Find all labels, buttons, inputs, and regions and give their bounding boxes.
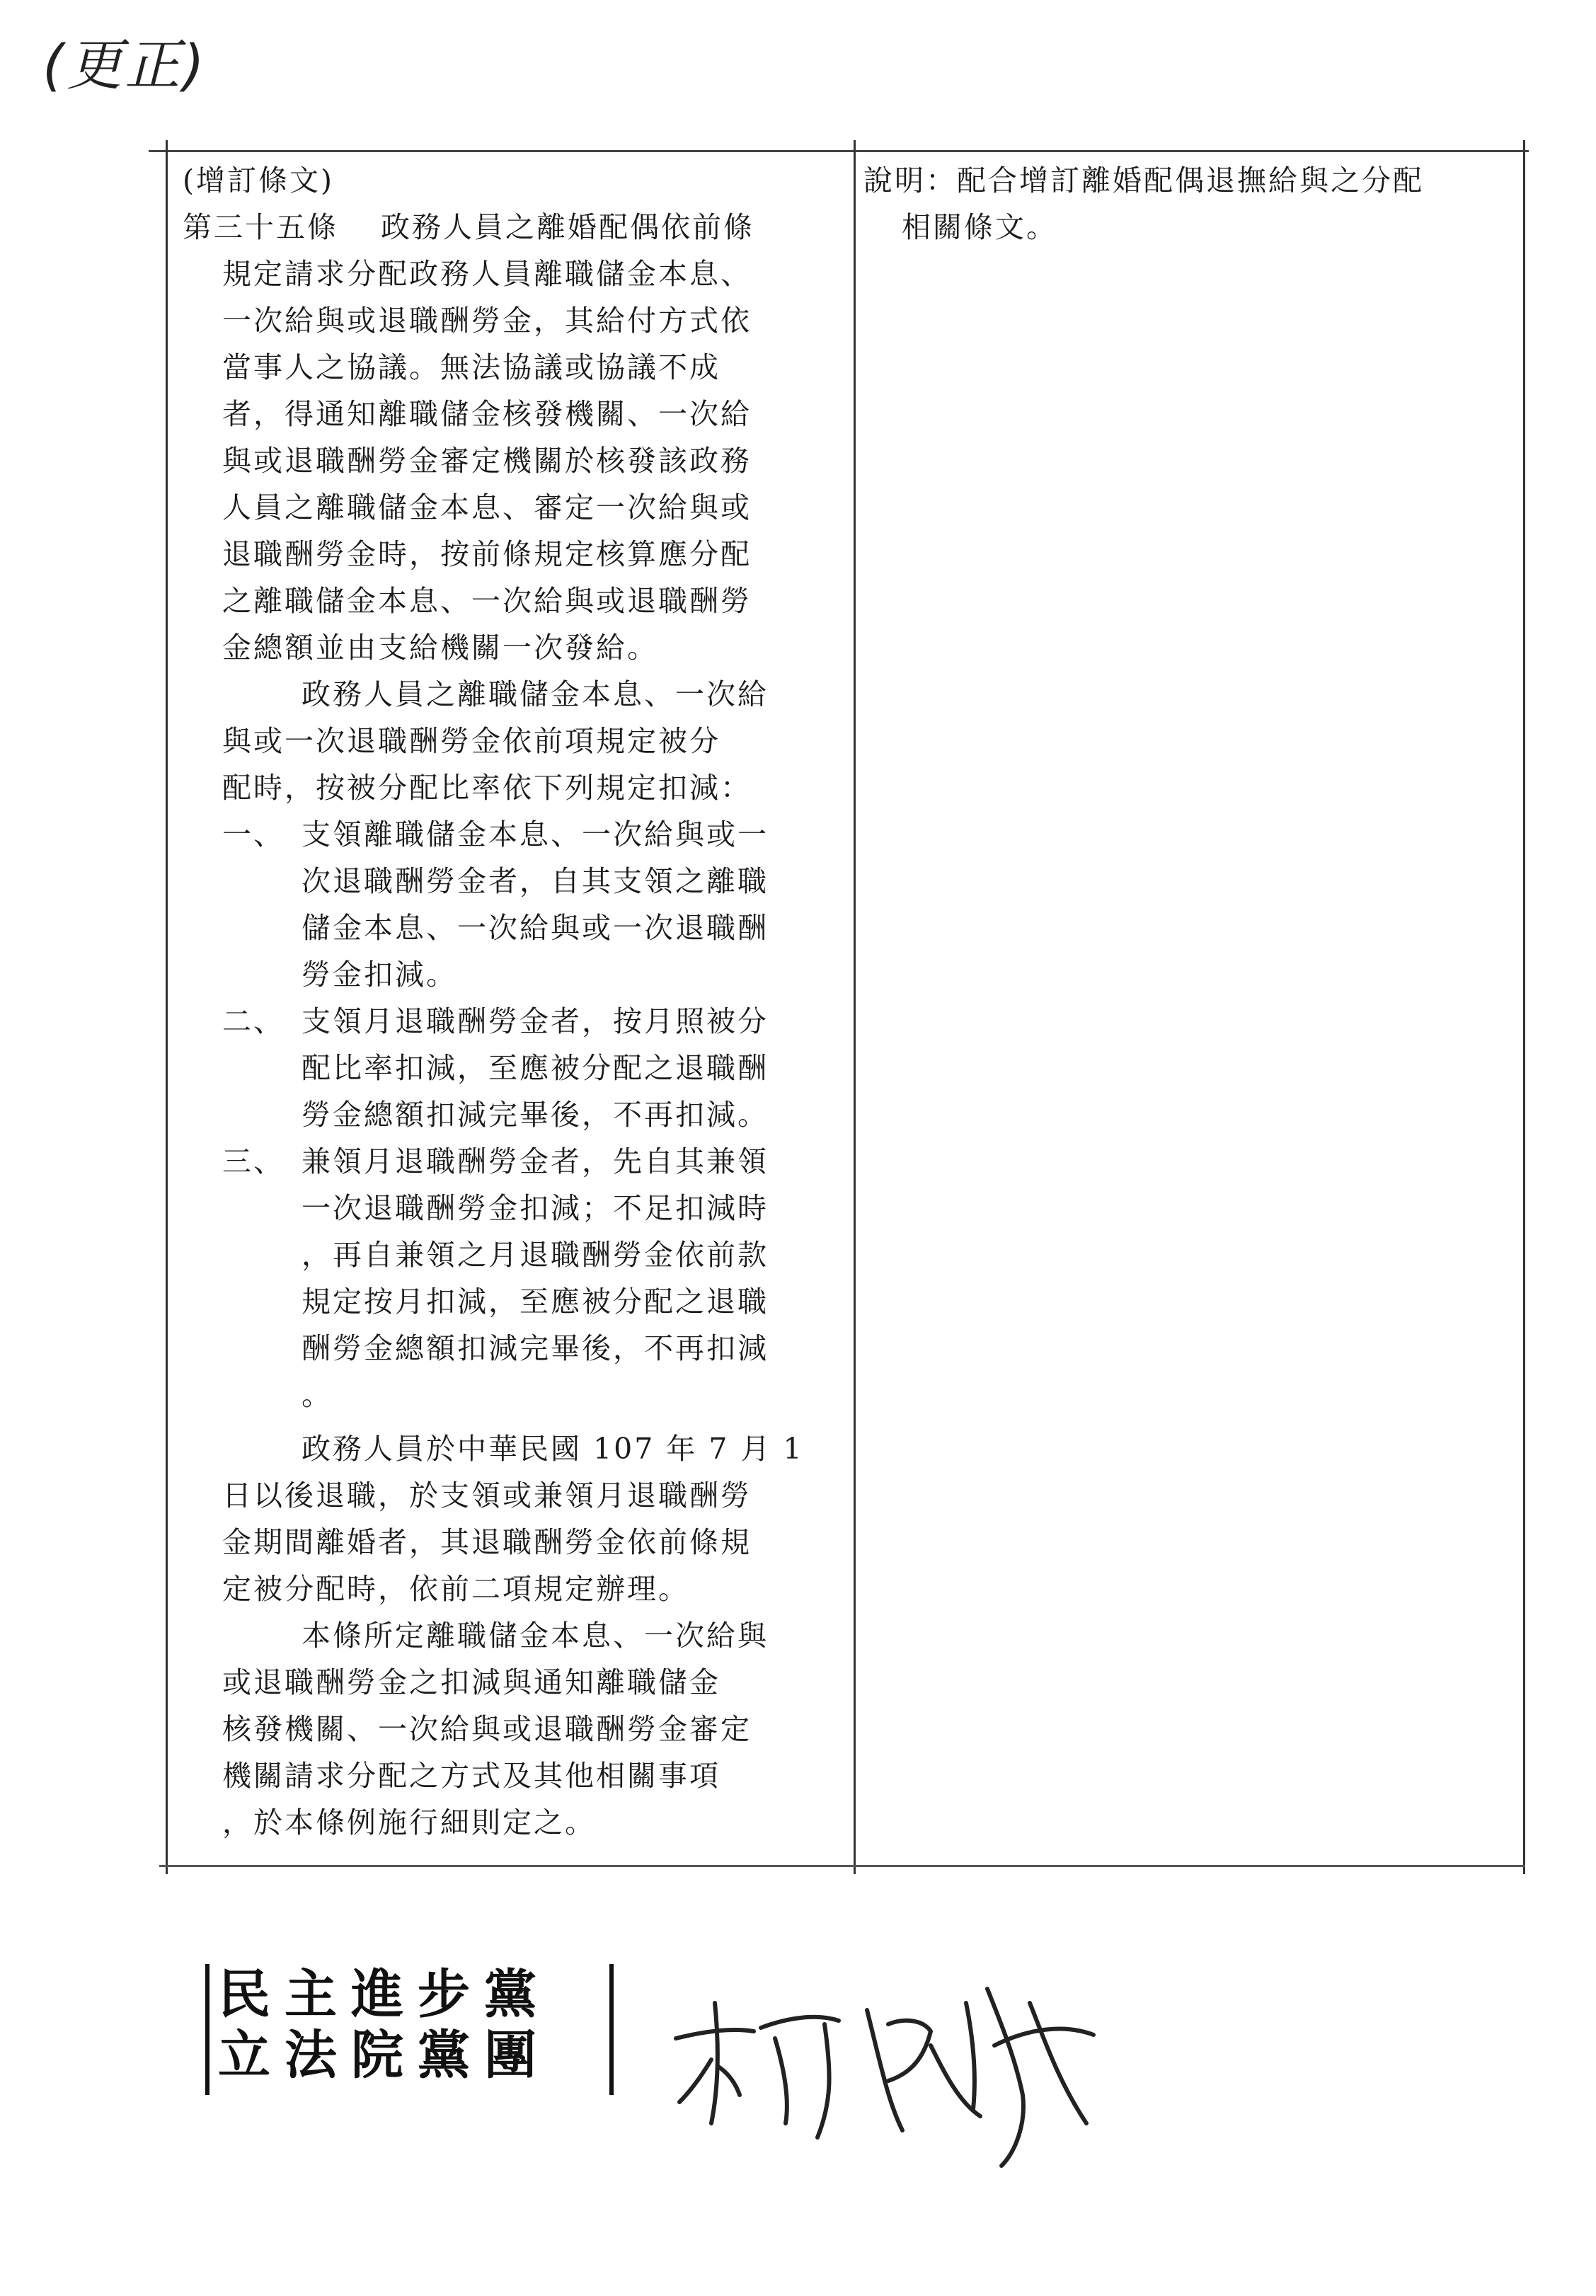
handwritten-signature [662, 1961, 1115, 2173]
item-line: 儲金本息、一次給與或一次退職酬 [302, 911, 769, 945]
paragraph-line: 政務人員於中華民國 107 年 7 月 1 [302, 1432, 804, 1466]
explanation-line: 說明：配合增訂離婚配偶退撫給與之分配 [863, 163, 1424, 197]
paragraph-line: 配時，按被分配比率依下列規定扣減： [222, 771, 752, 805]
paragraph-line: 核發機關、一次給與或退職酬勞金審定 [222, 1712, 752, 1746]
paragraph-line: 政務人員之離職儲金本息、一次給 [302, 677, 769, 711]
table-top-border [149, 150, 1529, 152]
article-line: 金總額並由支給機關一次發給。 [222, 631, 658, 665]
article-line: 人員之離職儲金本息、審定一次給與或 [222, 490, 752, 524]
item-line: 勞金扣減。 [302, 958, 457, 992]
item-line: ，再自兼領之月退職酬勞金依前款 [302, 1238, 769, 1272]
article-line: 退職酬勞金時，按前條規定核算應分配 [222, 537, 752, 571]
list-item: 一、 支領離職儲金本息、一次給與或一 [183, 811, 841, 858]
stamp-line: 立法院黨團 [218, 2025, 551, 2086]
item-number: 一、 [222, 817, 285, 851]
item-line: 次退職酬勞金者，自其支領之離職 [302, 864, 769, 898]
explanation-column [863, 157, 1515, 251]
item-number: 三、 [222, 1144, 285, 1178]
item-line: 規定按月扣減，至應被分配之退職 [302, 1285, 769, 1319]
article-line: 當事人之協議。無法協議或協議不成 [222, 350, 721, 384]
item-line: 酬勞金總額扣減完畢後，不再扣減 [302, 1331, 769, 1365]
table-column-divider [854, 140, 856, 1874]
item-line: 配比率扣減，至應被分配之退職酬 [302, 1051, 769, 1085]
table-right-border [1523, 140, 1525, 1874]
amended-article-column [183, 157, 841, 1846]
stamp-border [609, 1964, 614, 2095]
item-line: 一次退職酬勞金扣減；不足扣減時 [302, 1191, 769, 1225]
paragraph-line: 金期間離婚者，其退職酬勞金依前條規 [222, 1525, 752, 1559]
paragraph-line: 日以後退職，於支領或兼領月退職酬勞 [222, 1479, 752, 1513]
list-item: 三、 兼領月退職酬勞金者，先自其兼領 [183, 1138, 841, 1185]
item-line: 。 [302, 1378, 333, 1412]
paragraph-line: 本條所定離職儲金本息、一次給與 [302, 1619, 769, 1653]
paragraph-line: ，於本條例施行細則定之。 [222, 1806, 596, 1839]
item-line: 勞金總額扣減完畢後，不再扣減。 [302, 1098, 769, 1132]
paragraph-line: 定被分配時，依前二項規定辦理。 [222, 1572, 689, 1606]
handwritten-correction-note: (更正) [42, 34, 207, 98]
article-line: 與或退職酬勞金審定機關於核發該政務 [222, 444, 752, 478]
article-line: 者，得通知離職儲金核發機關、一次給 [222, 397, 752, 431]
article-line: 規定請求分配政務人員離職儲金本息、 [222, 257, 752, 291]
table-left-border [166, 140, 168, 1874]
item-number: 二、 [222, 1004, 285, 1038]
table-bottom-border [159, 1865, 1525, 1867]
paragraph-line: 機關請求分配之方式及其他相關事項 [222, 1759, 721, 1793]
article-line: 之離職儲金本息、一次給與或退職酬勞 [222, 584, 752, 618]
article-title: 第三十五條 [183, 210, 338, 244]
stamp-line: 民主進步黨 [218, 1964, 551, 2025]
party-caucus-stamp [205, 1964, 611, 2095]
paragraph-line: 或退職酬勞金之扣減與通知離職儲金 [222, 1665, 721, 1699]
column-header: (增訂條文) [183, 163, 334, 197]
article-first-line [183, 204, 841, 251]
paragraph-line: 與或一次退職酬勞金依前項規定被分 [222, 724, 721, 758]
article-line: 一次給與或退職酬勞金，其給付方式依 [222, 304, 752, 338]
article-line: 政務人員之離婚配偶依前條 [381, 210, 755, 244]
list-item: 二、 支領月退職酬勞金者，按月照被分 [183, 998, 841, 1045]
explanation-line: 相關條文。 [902, 210, 1057, 244]
